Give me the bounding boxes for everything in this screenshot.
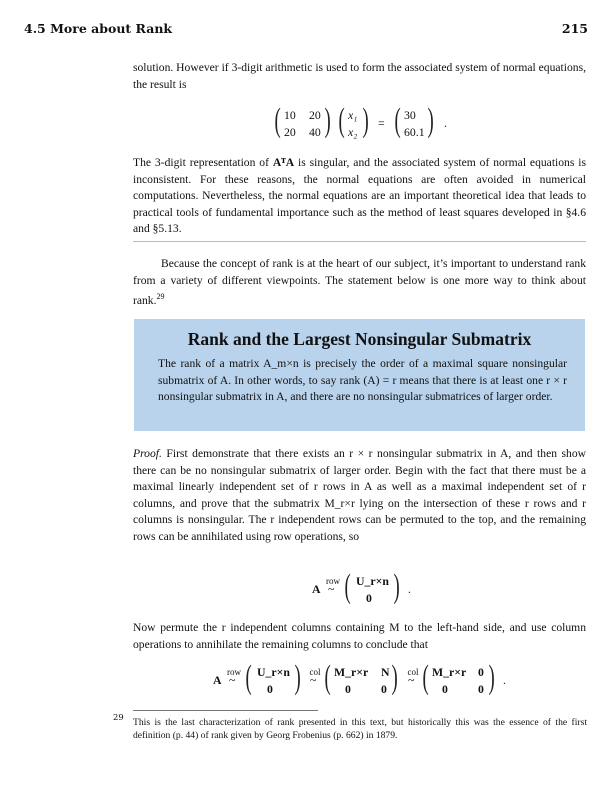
vector-entry: 60.1 bbox=[404, 125, 425, 139]
block-u: U_r×n bbox=[356, 574, 389, 588]
paragraph-4 bbox=[133, 620, 586, 653]
row-equivalence-label: row bbox=[227, 667, 241, 677]
paragraph-1 bbox=[133, 60, 586, 93]
matrix-ata: AᵀA bbox=[272, 156, 295, 169]
paragraph-2-text: is singular, and the associated system of normal equations is inconsistent. For these reasons, the normal equations are often avoided in numerical computations. Nevertheless, the normal equations are an important theoretical idea that leads to practical tools of fundamental importance such as the method of least squares developed in §4.6 and §5.13. bbox=[133, 156, 586, 235]
row-equivalence-label: row bbox=[326, 576, 340, 586]
block-m: M_r×r bbox=[334, 665, 369, 679]
column-equivalence-label: col bbox=[309, 667, 321, 677]
period: . bbox=[503, 673, 506, 687]
proof-label: Proof. bbox=[133, 447, 162, 460]
vector-entry: x₂ bbox=[348, 125, 358, 139]
equals-sign: = bbox=[378, 116, 385, 130]
matrix-entry: 10 bbox=[284, 108, 296, 122]
page-number: 215 bbox=[561, 21, 588, 36]
matrix-entry: 40 bbox=[309, 125, 321, 139]
zero-block: 0 bbox=[267, 682, 273, 696]
zero-block: 0 bbox=[442, 682, 448, 696]
paragraph-2 bbox=[133, 155, 586, 238]
matrix-entry: 20 bbox=[284, 125, 296, 139]
period: . bbox=[444, 116, 447, 130]
paragraph-2-lead: The 3-digit representation of bbox=[133, 156, 269, 169]
tilde-symbol: ~ bbox=[328, 582, 335, 596]
paragraph-1-text: solution. However if 3-digit arithmetic is used to form the associated system of normal equations, the result is bbox=[133, 61, 586, 91]
tilde-symbol: ~ bbox=[229, 673, 236, 687]
zero-block: 0 bbox=[345, 682, 351, 696]
equation-normal-system: ( 10 20 20 40 ) ( x₁ x₂ ) = ( 30 60.1 ) . bbox=[274, 102, 447, 139]
matrix-entry: 20 bbox=[309, 108, 321, 122]
block-n: N bbox=[381, 665, 390, 679]
block-u: U_r×n bbox=[257, 665, 290, 679]
matrix-a: A bbox=[213, 673, 222, 687]
paragraph-3-text: Because the concept of rank is at the heart of our subject, it’s important to understand rank from a variety of different viewpoints. The statement below is one more way to think about rank. bbox=[133, 257, 586, 307]
section-divider bbox=[133, 241, 586, 242]
footnote-mark: 29 bbox=[113, 712, 124, 722]
proof-paragraph bbox=[133, 446, 586, 545]
zero-block: 0 bbox=[381, 682, 387, 696]
period: . bbox=[408, 582, 411, 596]
matrix-a: A bbox=[312, 582, 321, 596]
tilde-symbol: ~ bbox=[310, 673, 317, 687]
theorem-text: The rank of a matrix A_m×n is precisely the order of a maximal square nonsingular submatrix of A. In other words, to say rank (A) = r means that there is at least one r × r nonsingular submatrix in A, and there are no nonsingular submatrices of larger order. bbox=[158, 357, 567, 403]
equation-row-reduction: A row ~ ( U_r×n 0 ) . bbox=[312, 568, 411, 605]
footnote-reference[interactable]: 29 bbox=[156, 292, 165, 301]
running-header-section: 4.5 More about Rank bbox=[24, 21, 173, 36]
tilde-symbol: ~ bbox=[408, 673, 415, 687]
equation-column-reduction: A row ~ ( U_r×n 0 ) col ~ ( M_r×r N 0 0 ) col ~ ( M_r×r 0 0 0 ) . bbox=[213, 659, 506, 696]
paragraph-3 bbox=[133, 256, 586, 309]
block-m: M_r×r bbox=[432, 665, 467, 679]
proof-text: First demonstrate that there exists an r × r nonsingular submatrix in A, and then show there can be no nonsingular submatrix of larger order. Begin with the fact that there must be a maximal linearly independent set of r rows in A as well as a maximal independent set of r columns, and prove that the submatrix M_r×r lying on the intersection of these r rows and r columns is nonsingular. The r independent rows can be permuted to the top, and the remaining rows can be annihilated using row operations, so bbox=[133, 447, 586, 543]
vector-entry: 30 bbox=[404, 108, 416, 122]
column-equivalence-label: col bbox=[407, 667, 419, 677]
theorem-box bbox=[134, 319, 585, 431]
vector-entry: x₁ bbox=[348, 108, 358, 122]
paragraph-4-text: Now permute the r independent columns containing M to the left-hand side, and use column operations to annihilate the remaining columns to conclude that bbox=[133, 621, 586, 651]
zero-block: 0 bbox=[478, 682, 484, 696]
footnote-rule bbox=[133, 710, 318, 711]
zero-block: 0 bbox=[478, 665, 484, 679]
zero-block: 0 bbox=[366, 591, 372, 605]
theorem-title: Rank and the Largest Nonsingular Submatrix bbox=[187, 329, 532, 349]
footnote-text: This is the last characterization of rank presented in this text, but historically this was the essence of the first definition (p. 44) of rank given by Georg Frobenius (p. 662) in 1879. bbox=[133, 717, 587, 741]
theorem-body bbox=[158, 356, 567, 406]
